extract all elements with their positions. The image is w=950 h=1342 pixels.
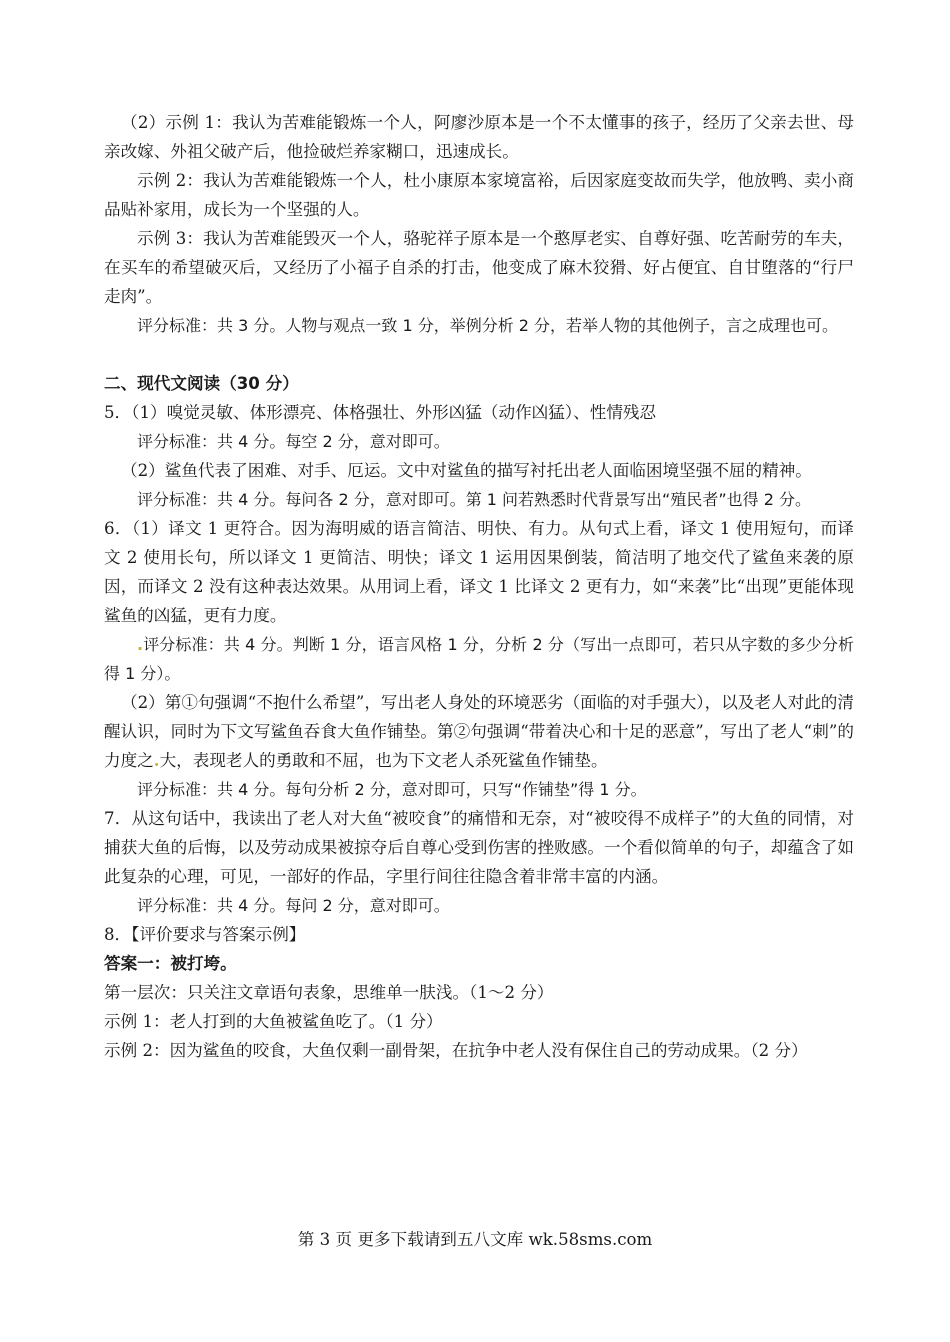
q5-part1-score: 评分标准：共 4 分。每空 2 分，意对即可。 xyxy=(137,432,450,451)
item2-example2: 示例 2：我认为苦难能锻炼一个人，杜小康原本家境富裕，后因家庭变故而失学，他放鸭、卖小商品贴补家用，成长为一个坚强的人。 xyxy=(104,171,854,219)
item2-example3: 示例 3：我认为苦难能毁灭一个人，骆驼祥子原本是一个憨厚老实、自尊好强、吃苦耐劳的车夫，在买车的希望破灭后，又经历了小福子自杀的打击，他变成了麻木狡猾、好占便宜、自甘堕落的“行尸走肉”。 xyxy=(104,229,854,306)
level1-example1: 示例 1：老人打到的大鱼被鲨鱼吃了。（1 分） xyxy=(104,1012,443,1031)
page-footer: 第 3 页 更多下载请到五八文库 wk.58sms.com xyxy=(297,1230,653,1249)
q5-part2-score: 评分标准：共 4 分。每问各 2 分，意对即可。第 1 问若熟悉时代背景写出“殖民者”也得 2 分。 xyxy=(137,490,811,509)
section-gap xyxy=(104,340,854,369)
q6-part1: 6．（1）译文 1 更符合。因为海明威的语言简洁、明快、有力。从句式上看，译文 1 使用短句，而译文 2 使用长句，所以译文 1 更简洁、明快；译文 1 运用因果倒装，简洁明了地交代了鲨鱼来袭的原因，而译文 2 没有这种表达效果。从用词上看，译文 1 比译文 2 更有力，如“来袭”比“出现”更能体现鲨鱼的凶猛，更有力度。 xyxy=(104,519,854,625)
level1-description: 第一层次：只关注文章语句表象，思维单一肤浅。（1～2 分） xyxy=(104,983,554,1002)
stray-dot-mark: . xyxy=(137,635,144,654)
q6-part1-score xyxy=(104,630,854,688)
section2-heading: 二、现代文阅读（30 分） xyxy=(104,374,299,393)
q5-part1: 5．（1）嗅觉灵敏、体形漂亮、体格强壮、外形凶猛（动作凶猛）、性情残忍 xyxy=(104,403,657,422)
item2-score-note: 评分标准：共 3 分。人物与观点一致 1 分，举例分析 2 分，若举人物的其他例子，言之成理也可。 xyxy=(137,316,839,335)
q8-heading: 8．【评价要求与答案示例】 xyxy=(104,925,306,944)
q6-part2-score: 评分标准：共 4 分。每句分析 2 分，意对即可，只写“作铺垫”得 1 分。 xyxy=(137,780,647,799)
document-page xyxy=(104,108,854,1065)
answer1-title: 答案一：被打垮。 xyxy=(104,954,237,973)
q6-part2 xyxy=(104,688,854,775)
q6-part2-text-b: 大，表现老人的勇敢和不屈，也为下文老人杀死鲨鱼作铺垫。 xyxy=(159,751,608,770)
q6-part1-score-text: 评分标准：共 4 分。判断 1 分，语言风格 1 分，分析 2 分（写出一点即可，若只从字数的多少分析得 1 分）。 xyxy=(104,635,854,683)
q6-part2-text-a: （2）第①句强调“不抱什么希望”，写出老人身处的环境恶劣（面临的对手强大），以及老人对此的清醒认识，同时为下文写鲨鱼吞食大鱼作铺垫。第②句强调“带着决心和十足的恶意”，写出了老人“刺”的力度之 xyxy=(104,693,854,770)
q7-answer: 7．从这句话中，我读出了老人对大鱼“被咬食”的痛惜和无奈，对“被咬得不成样子”的大鱼的同情，对捕获大鱼的后悔，以及劳动成果被掠夺后自尊心受到伤害的挫败感。一个看似简单的句子，却蕴含了如此复杂的心理，可见，一部好的作品，字里行间往往隐含着非常丰富的内涵。 xyxy=(104,809,854,886)
item2-example1: （2）示例 1：我认为苦难能锻炼一个人，阿廖沙原本是一个不太懂事的孩子，经历了父亲去世、母亲改嫁、外祖父破产后，他捡破烂养家糊口，迅速成长。 xyxy=(104,113,854,161)
stray-dot-mark-2: . xyxy=(153,750,160,770)
q5-part2: （2）鲨鱼代表了困难、对手、厄运。文中对鲨鱼的描写衬托出老人面临困境坚强不屈的精神。 xyxy=(121,461,812,480)
q7-score: 评分标准：共 4 分。每问 2 分，意对即可。 xyxy=(137,896,450,915)
level1-example2: 示例 2：因为鲨鱼的咬食，大鱼仅剩一副骨架，在抗争中老人没有保住自己的劳动成果。（2 分） xyxy=(104,1041,808,1060)
